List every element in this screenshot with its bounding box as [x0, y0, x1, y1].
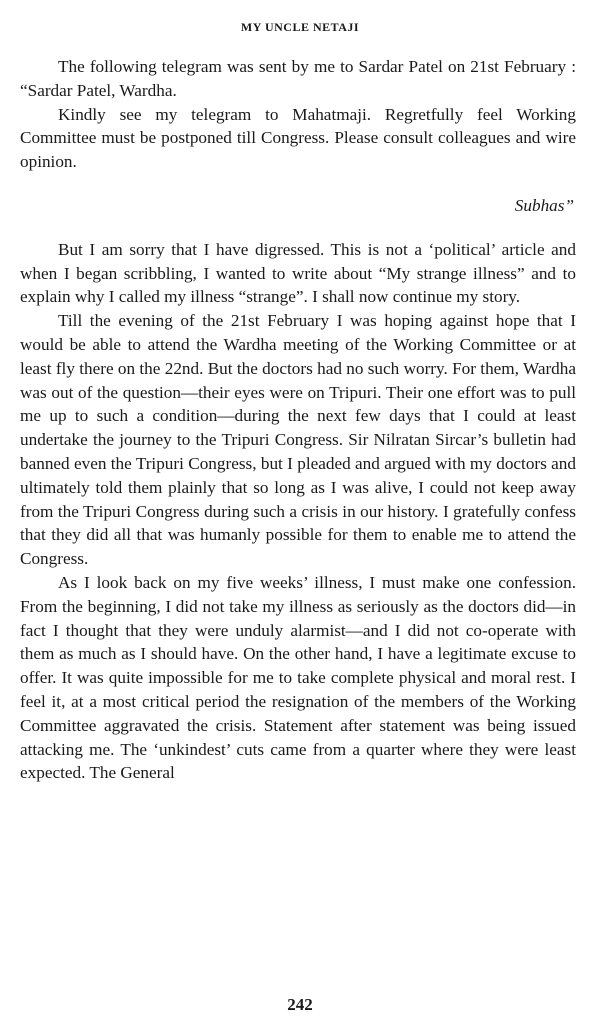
- telegram-signature: Subhas”: [514, 195, 574, 215]
- paragraph-telegram-intro: The following telegram was sent by me to Sardar Patel on 21st February : “Sardar Patel, Wardha.: [20, 57, 576, 100]
- body-text: [20, 55, 576, 785]
- paragraph-confession: As I look back on my five weeks’ illness, I must make one confession. From the beginning, I did not take my illness as seriously as the doctors did—in fact I thought that they were unduly alarmist—and I did not co-operate with them as much as I should have. On the other hand, I have a legitimate excuse to offer. It was quite impossible for me to take complete physical and moral rest. I feel it, at a most critical period the resignation of the members of the Working Committee aggravated the crisis. Statement after statement was being issued attacking me. The ‘unkindest’ cuts came from a quarter where they were least expected. The General: [20, 572, 576, 783]
- page-number: 242: [287, 995, 313, 1014]
- paragraph-telegram-body: Kindly see my telegram to Mahatmaji. Regretfully feel Working Committee must be postponed till Congress. Please consult colleagues and wire opinion.: [20, 104, 576, 172]
- paragraph-wardha-tripuri: Till the evening of the 21st February I was hoping against hope that I would be able to attend the Wardha meeting of the Working Committee or at least fly there on the 22nd. But the doctors had no such worry. For them, Wardha was out of the question—their eyes were on Tripuri. Their one effort was to pull me up to such a condition—during the next few days that I could at least undertake the journey to the Tripuri Congress. Sir Nilratan Sircar’s bulletin had banned even the Tripuri Congress, but I pleaded and argued with my doctors and ultimately told them plainly that so long as I was alive, I could not keep away from the Tripuri Congress during such a crisis in our history. I gratefully confess that they did all that was humanly possible for them to enable me to attend the Congress.: [20, 311, 576, 569]
- paragraph-digression: But I am sorry that I have digressed. This is not a ‘political’ article and when I began scribbling, I wanted to write about “My strange illness” and to explain why I called my illness “strange”. I shall now continue my story.: [20, 239, 576, 307]
- running-head: MY UNCLE NETAJI: [240, 20, 360, 34]
